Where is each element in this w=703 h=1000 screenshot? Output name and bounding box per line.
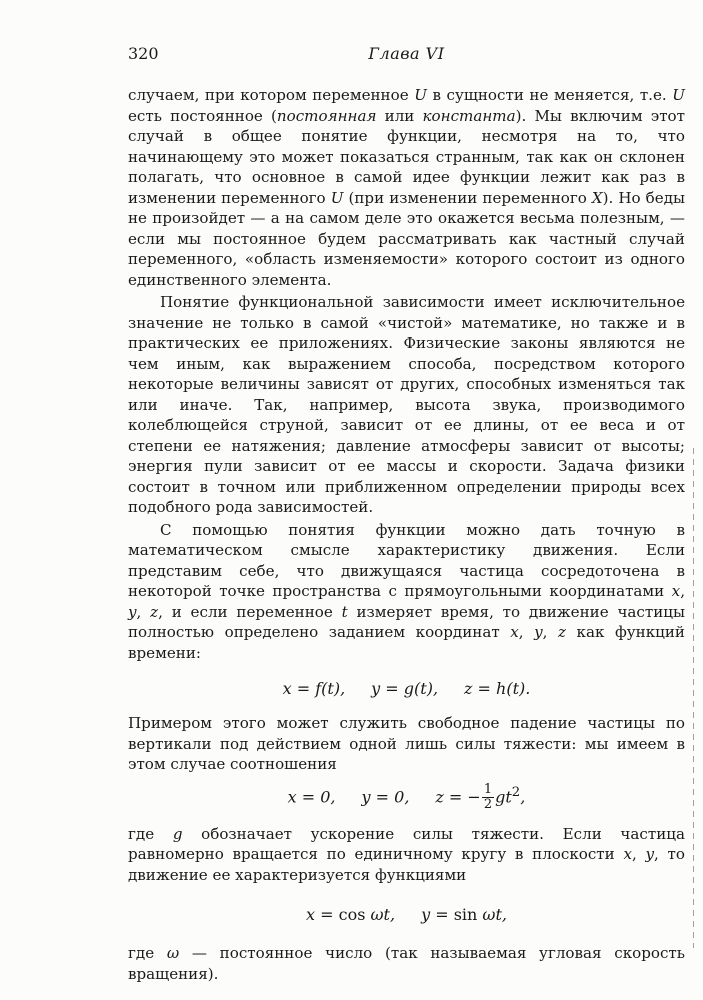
formula-circular-motion: x = cos ωt, y = sin ωt, [306, 905, 507, 925]
term-konstanta: константа [422, 106, 516, 125]
page-number: 320 [128, 44, 159, 63]
paragraph-1: случаем, при котором переменное U в сущности не меняется, т.е. U есть постоянное (постоянная или константа). Мы включим этот случай в общее понятие функции, несмотря на то, что начинающему это может показаться странным, так как он склонен полагать, что основное в самой идее функции лежит как раз в изменении переменного U (при изменении переменного X). Но беды не произойдет — а на самом деле это окажется весьма полезным, — если мы постоянное будем рассматривать как частный случай переменного, «область изменяемости» которого состоит из одного единственного элемента. [128, 86, 686, 289]
paragraph-2: Понятие функциональной зависимости имеет исключительное значение не только в самой «чистой» математике, но также и в практических ее приложениях. Физические законы являются не чем иным, как выражением способа, посредством которого некоторые величины зависят от других, способных изменяться так или иначе. Так, например, высота звука, производимого колеблющейся струной, зависит от ее длины, от ее веса и от степени ее натяжения; давление атмосферы зависит от высоты; энергия пули зависит от ее массы и скорости. Задача физики состоит в точном или приближенном определении природы всех подобного рода зависимостей. [128, 293, 685, 516]
paragraph-4: Примером этого может служить свободное падение частицы по вертикали под действием одной лишь силы тяжести: мы имеем в этом случае соотношения [128, 714, 685, 773]
page [128, 40, 685, 984]
page-header [128, 40, 685, 70]
formula-motion-coordinates: x = f(t), y = g(t), z = h(t). [282, 679, 531, 698]
fraction-one-half: $\frac{1}{2}$ [483, 781, 493, 812]
paragraph-3: С помощью понятия функции можно дать точную в математическом смысле характеристику движения. Если представим себе, что движущаяся частица сосредоточена в некоторой точке пространства с прямоугольными координатами x, y, z, и если переменное t измеряет время, то движение частицы полностью определено заданием координат x, y, z как функций времени: [128, 520, 686, 662]
paragraph-5: где g обозначает ускорение силы тяжести. Если частица равномерно вращается по единичному кругу в плоскости x, y, то движение ее характеризуется функциями [128, 824, 685, 884]
term-postoyannaya: постоянная [276, 106, 377, 125]
formula-free-fall: x = 0, y = 0, z = − $\frac{1}{2}$ $gt^2$, [287, 781, 526, 812]
paragraph-6: где ω — постоянное число (так называемая угловая скорость вращения). [128, 944, 685, 983]
running-head: Глава VI [368, 44, 445, 63]
margin-scan-edge [693, 448, 694, 948]
